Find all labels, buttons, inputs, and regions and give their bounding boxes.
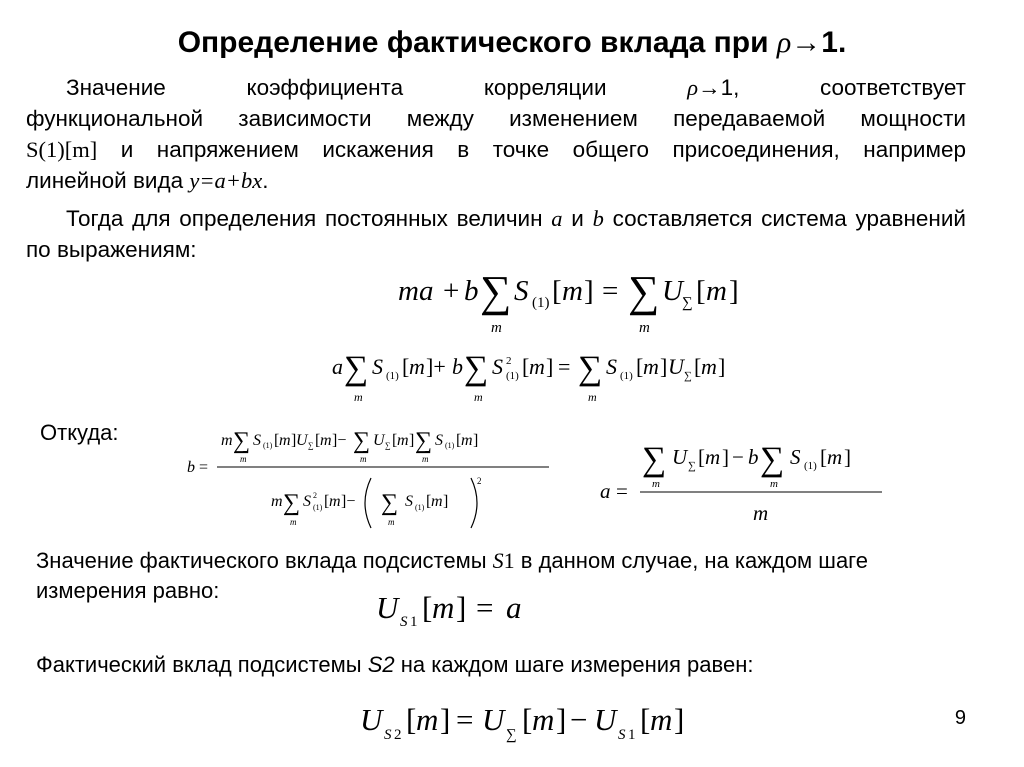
svg-text:(1): (1) [506,370,519,382]
title-text: Определение фактического вклада при [177,26,777,59]
svg-text:m: m [491,320,502,336]
svg-text:∑: ∑ [682,295,693,311]
svg-text:2: 2 [313,491,317,500]
svg-text:∑: ∑ [233,428,251,454]
title-arrow-tail: →1. [791,26,847,59]
equation-1 [380,262,780,338]
svg-text:S: S [253,432,261,449]
svg-text:]: ] [660,354,668,379]
svg-text:]: ] [291,432,297,449]
svg-text:]: ] [440,702,451,737]
s2-symbol: S2 [367,652,395,677]
svg-text:m: m [329,493,341,510]
svg-text:∑: ∑ [480,267,512,316]
svg-text:∑: ∑ [283,490,301,516]
svg-text:S: S [384,727,392,743]
paragraph-line-1 [26,72,966,103]
s1-number: 1 [503,548,515,573]
equation-us2 [356,696,756,752]
svg-text:[: [ [640,702,651,737]
svg-text:S: S [790,445,801,469]
var-a: a [551,206,563,231]
svg-text:∑: ∑ [628,267,660,316]
svg-text:U: U [594,702,617,737]
svg-text:m: m [643,354,659,379]
svg-text:m: m [290,517,297,527]
svg-text:]+: ]+ [426,354,446,379]
svg-text:m: m [650,702,673,737]
period: . [262,168,269,193]
page-number: 9 [954,707,966,729]
svg-text:]: ] [844,445,851,469]
rho-arrow-one [687,75,739,100]
svg-text:m: m [279,432,291,449]
svg-text:U: U [296,432,308,449]
s-symbol: S(1)[m] [26,137,98,162]
svg-text:(1): (1) [804,460,817,472]
svg-text:∑: ∑ [688,460,696,472]
svg-text:[: [ [820,445,827,469]
svg-text:=: = [602,275,619,307]
svg-text:−: − [570,702,588,737]
svg-text:(1): (1) [313,503,323,512]
svg-text:(1): (1) [445,441,455,450]
svg-text:]−: ]− [341,493,356,510]
svg-text:m: m [360,454,367,464]
svg-text:[: [ [426,493,432,510]
svg-text:m: m [432,590,455,625]
svg-text:S: S [514,275,529,307]
svg-text:m: m [461,432,473,449]
paragraph-line-4 [26,165,966,196]
svg-text:=: = [616,479,628,503]
svg-text:]: ] [409,432,415,449]
svg-text:U: U [373,432,385,449]
svg-text:2: 2 [506,355,512,367]
svg-text:m: m [221,432,233,449]
svg-text:∑: ∑ [308,441,314,450]
svg-text:b: b [187,459,195,476]
svg-text:(1): (1) [415,503,425,512]
svg-text:=: = [456,702,474,737]
svg-text:m: m [431,493,443,510]
svg-text:=: = [476,590,494,625]
slide-title [0,26,1024,60]
svg-text:S: S [618,727,626,743]
svg-text:m: m [770,478,778,490]
svg-text:[: [ [315,432,321,449]
svg-text:m: m [354,390,363,404]
arrow-tail: →1, [698,75,740,100]
svg-text:ma: ma [398,275,434,307]
svg-text:2: 2 [477,476,482,486]
para2-part1: Тогда для определения постоянных величин [66,206,552,231]
svg-text:∑: ∑ [415,428,433,454]
formula-a [598,432,898,528]
svg-text:a: a [506,590,522,625]
linear-formula: y=a+bx [189,168,263,193]
svg-text:]: ] [456,590,467,625]
svg-text:m: m [271,493,283,510]
svg-text:[: [ [274,432,280,449]
svg-text:m: m [532,702,555,737]
svg-text:]: ] [556,702,567,737]
svg-text:m: m [409,354,425,379]
para3-part2: в данном случае, на каждом шаге измерения равно: [36,548,868,603]
svg-text:1: 1 [628,727,636,743]
svg-text:[: [ [552,275,562,307]
svg-text:[: [ [392,432,398,449]
svg-text:m: m [562,275,583,307]
para2-part2: и [562,206,593,231]
para4-part2: на каждом шаге измерения равен: [394,652,754,677]
svg-text:[: [ [522,702,533,737]
svg-text:m: m [701,354,717,379]
svg-text:]: ] [722,445,729,469]
formula-b [185,418,565,538]
svg-text:∑: ∑ [506,727,517,743]
svg-text:∑: ∑ [464,350,489,387]
svg-text:[: [ [522,354,530,379]
svg-text:∑: ∑ [353,428,371,454]
svg-text:b: b [748,445,759,469]
svg-text:(1): (1) [532,295,550,311]
svg-text:[: [ [698,445,705,469]
svg-text:U: U [360,702,383,737]
svg-text:b: b [464,275,479,307]
svg-text:[: [ [422,590,433,625]
svg-text:S: S [303,493,311,510]
word-koefficienta: коэффициента [246,75,404,100]
svg-text:m: m [388,517,395,527]
svg-text:m: m [753,501,769,525]
svg-text:m: m [827,445,843,469]
equation-2 [330,346,790,408]
svg-text:=: = [199,459,209,476]
svg-text:m: m [422,454,429,464]
var-b: b [592,206,604,231]
svg-text:∑: ∑ [344,350,369,387]
svg-text:−: − [732,445,744,469]
svg-text:S: S [435,432,443,449]
svg-text:[: [ [694,354,702,379]
svg-text:∑: ∑ [381,490,399,516]
rho-symbol: ρ [687,75,699,100]
svg-text:m: m [706,275,727,307]
otkuda-label: Откуда: [40,420,119,445]
svg-text:2: 2 [394,727,402,743]
svg-text:a: a [332,354,343,379]
paragraph-s2 [36,650,956,680]
svg-text:U: U [482,702,505,737]
svg-text:U: U [668,354,684,379]
svg-text:]: ] [443,493,449,510]
para2-part3: составляется система уравнений по выражениям: [26,206,966,262]
svg-text:]: ] [718,354,726,379]
word-sootvetstvuet: соответствует [820,75,966,100]
equation-us1 [372,586,552,634]
para3-part1: Значение фактического вклада подсистемы [36,548,493,573]
svg-text:[: [ [402,354,410,379]
svg-text:U: U [672,445,688,469]
para4-part1: Фактический вклад подсистемы [36,652,368,677]
svg-text:m: m [416,702,439,737]
svg-text:∑: ∑ [760,441,785,478]
paragraph-correlation [26,72,966,196]
svg-text:m: m [240,454,247,464]
svg-text:S: S [372,354,383,379]
word-korrelyacii: корреляции [483,75,607,100]
paragraph-line-3 [26,134,966,165]
svg-text:]: ] [674,702,685,737]
svg-text:[: [ [406,702,417,737]
svg-text:m: m [320,432,332,449]
title-rho: ρ [776,26,792,59]
svg-text:(1): (1) [386,370,399,382]
svg-text:∑: ∑ [684,370,692,382]
svg-text:U: U [376,590,399,625]
svg-text:m: m [705,445,721,469]
svg-text:b: b [452,354,463,379]
svg-text:S: S [405,493,413,510]
svg-text:1: 1 [410,614,418,630]
s1-letter: S [492,548,504,573]
svg-text:a: a [600,479,611,503]
svg-text:[: [ [636,354,644,379]
svg-text:(1): (1) [263,441,273,450]
svg-text:m: m [652,478,660,490]
svg-text:]: ] [729,275,739,307]
svg-text:]: ] [473,432,479,449]
svg-text:[: [ [456,432,462,449]
svg-text:m: m [529,354,545,379]
svg-text:m: m [639,320,650,336]
svg-text:m: m [397,432,409,449]
line-4-text: линейной вида [26,168,190,193]
svg-text:=: = [558,354,571,379]
svg-text:[: [ [324,493,330,510]
svg-text:]: ] [546,354,554,379]
svg-text:∑: ∑ [385,441,391,450]
svg-text:S: S [492,354,503,379]
svg-text:+: + [443,275,460,307]
svg-text:[: [ [696,275,706,307]
word-znachenie: Значение [66,75,166,100]
svg-text:m: m [588,390,597,404]
svg-text:m: m [474,390,483,404]
line-3-tail: и напряжением искажения в точке общего присоединения, например [120,137,966,162]
svg-text:]−: ]− [332,432,347,449]
svg-text:]: ] [584,275,594,307]
svg-text:∑: ∑ [642,441,667,478]
svg-text:S: S [606,354,617,379]
svg-text:(1): (1) [620,370,633,382]
paragraph-system [26,203,966,265]
paragraph-line-2: функциональной зависимости между изменением передаваемой мощности [26,106,966,131]
svg-text:U: U [662,275,683,307]
svg-text:∑: ∑ [578,350,603,387]
svg-text:S: S [400,614,408,630]
